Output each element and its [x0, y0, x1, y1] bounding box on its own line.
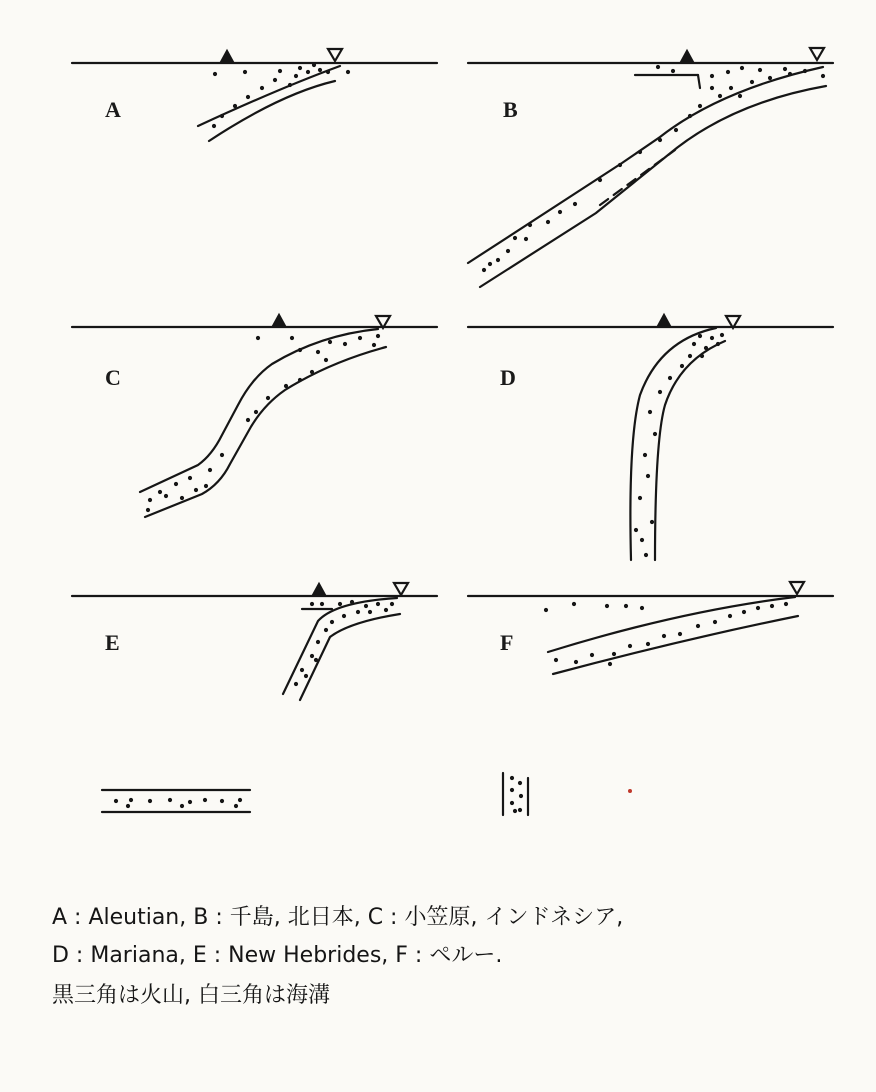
stipple-dot: [203, 798, 207, 802]
stipple-dot: [680, 364, 684, 368]
stipple-dot: [692, 342, 696, 346]
stipple-dot: [650, 520, 654, 524]
stipple-dot: [653, 432, 657, 436]
legend: [102, 773, 632, 815]
stipple-dot: [482, 268, 486, 272]
stipple-dot: [298, 378, 302, 382]
slab-lower-edge: [145, 347, 386, 517]
stipple-dot: [212, 124, 216, 128]
stipple-dot: [330, 620, 334, 624]
stipple-dot: [643, 453, 647, 457]
stipple-dot: [608, 662, 612, 666]
stipple-dot: [671, 69, 675, 73]
stipple-dot: [634, 528, 638, 532]
stipple-dot: [638, 150, 642, 154]
stipple-dot: [310, 602, 314, 606]
stipple-dot: [573, 202, 577, 206]
stipple-dot: [376, 602, 380, 606]
stipple-dot: [246, 95, 250, 99]
panel-e: [72, 583, 437, 700]
stipple-dot: [513, 236, 517, 240]
stipple-dot: [213, 72, 217, 76]
caption-line-1: A : Aleutian, B : 千島, 北日本, C : 小笠原, インドネシア,: [52, 905, 624, 930]
slab-upper-edge: [198, 66, 340, 126]
stipple-dot: [510, 801, 514, 805]
stipple-dot: [688, 114, 692, 118]
stipple-dot: [698, 334, 702, 338]
stipple-dot: [758, 68, 762, 72]
stipple-dot: [129, 798, 133, 802]
stipple-dot: [146, 508, 150, 512]
stipple-dot: [546, 220, 550, 224]
stipple-dot: [266, 396, 270, 400]
slab-upper-edge: [283, 598, 397, 694]
stipple-dot: [518, 808, 522, 812]
stipple-dot: [640, 606, 644, 610]
stipple-dot: [328, 340, 332, 344]
stipple-dot: [174, 482, 178, 486]
stipple-dot: [728, 614, 732, 618]
stipple-dot: [628, 644, 632, 648]
volcano-icon: [658, 315, 670, 326]
panel-label-f: F: [500, 630, 514, 655]
trench-icon: [394, 583, 408, 595]
stipple-dot: [700, 354, 704, 358]
panel-label-e: E: [105, 630, 120, 655]
stipple-dot: [306, 70, 310, 74]
stipple-dot: [803, 69, 807, 73]
stipple-dot: [506, 249, 510, 253]
crust-step-drop: [698, 75, 700, 88]
stipple-dot: [698, 104, 702, 108]
stipple-dot: [658, 138, 662, 142]
stipple-dot: [158, 490, 162, 494]
stipple-dot: [220, 114, 224, 118]
stipple-dot: [528, 223, 532, 227]
stipple-dot: [742, 610, 746, 614]
stipple-dot: [674, 128, 678, 132]
stipple-dot: [246, 418, 250, 422]
stipple-dot: [316, 350, 320, 354]
stipple-dot: [350, 600, 354, 604]
stipple-dot: [390, 602, 394, 606]
stipple-dot: [678, 632, 682, 636]
stipple-dot: [590, 653, 594, 657]
stipple-dot: [273, 78, 277, 82]
stipple-dot: [346, 70, 350, 74]
slab-upper-edge: [140, 329, 378, 492]
trench-icon: [328, 49, 342, 61]
stipple-dot: [638, 496, 642, 500]
stipple-dot: [770, 604, 774, 608]
stipple-dot: [558, 210, 562, 214]
stipple-dot: [284, 384, 288, 388]
stipple-dot: [338, 602, 342, 606]
stipple-dot: [704, 346, 708, 350]
stipple-dot: [612, 652, 616, 656]
stipple-dot: [644, 553, 648, 557]
stipple-dot: [784, 602, 788, 606]
stipple-dot: [726, 70, 730, 74]
slab-lower-edge: [655, 341, 725, 560]
stipple-dot: [318, 68, 322, 72]
panel-label-a: A: [105, 97, 121, 122]
stipple-dot: [188, 476, 192, 480]
volcano-icon: [221, 51, 233, 62]
stipple-dot: [496, 258, 500, 262]
stipple-dot: [788, 72, 792, 76]
stipple-dot: [168, 798, 172, 802]
stipple-dot: [220, 453, 224, 457]
caption-line-3: 黒三角は火山, 白三角は海溝: [52, 983, 330, 1008]
stipple-dot: [358, 336, 362, 340]
stipple-dot: [326, 70, 330, 74]
slab-dots: [544, 602, 788, 666]
stipple-dot: [598, 178, 602, 182]
stipple-dot: [256, 336, 260, 340]
stipple-dot: [148, 799, 152, 803]
panel-label-c: C: [105, 365, 121, 390]
caption-line-2: D : Mariana, E : New Hebrides, F : ペルー.: [52, 943, 503, 968]
stipple-dot: [605, 604, 609, 608]
trench-icon: [790, 582, 804, 594]
stipple-dot: [640, 538, 644, 542]
panel-d: [468, 315, 833, 560]
legend-column-dots: [510, 776, 523, 813]
stipple-dot: [342, 614, 346, 618]
stipple-dot: [783, 67, 787, 71]
stipple-dot: [554, 658, 558, 662]
stipple-dot: [574, 660, 578, 664]
stipple-dot: [716, 342, 720, 346]
stipple-dot: [656, 65, 660, 69]
stipple-dot: [324, 358, 328, 362]
stipple-dot: [518, 781, 522, 785]
stipple-dot: [233, 104, 237, 108]
stipple-dot: [488, 262, 492, 266]
stipple-dot: [368, 610, 372, 614]
slab-dots: [294, 600, 394, 686]
stipple-dot: [572, 602, 576, 606]
stipple-dot: [290, 336, 294, 340]
stipple-dot: [696, 624, 700, 628]
stipple-dot: [729, 86, 733, 90]
stipple-dot: [304, 674, 308, 678]
legend-slab-dots: [114, 798, 242, 808]
stipple-dot: [126, 804, 130, 808]
stipple-dot: [756, 606, 760, 610]
stipple-dot: [324, 628, 328, 632]
stipple-dot: [310, 654, 314, 658]
stipple-dot: [320, 602, 324, 606]
stipple-dot: [618, 163, 622, 167]
stipple-dot: [713, 620, 717, 624]
stipple-dot: [750, 80, 754, 84]
slab-dots: [482, 65, 825, 272]
stipple-dot: [646, 642, 650, 646]
stipple-dot: [356, 610, 360, 614]
stipple-dot: [298, 348, 302, 352]
stipple-dot: [544, 608, 548, 612]
stipple-dot: [513, 809, 517, 813]
volcano-icon: [313, 584, 325, 595]
stipple-dot: [718, 94, 722, 98]
stipple-dot: [648, 410, 652, 414]
stipple-dot: [738, 94, 742, 98]
stipple-dot: [310, 370, 314, 374]
stipple-dot: [314, 658, 318, 662]
stipple-dot: [510, 776, 514, 780]
stipple-dot: [646, 474, 650, 478]
stipple-dot: [288, 83, 292, 87]
panel-label-b: B: [503, 97, 518, 122]
stipple-dot: [316, 640, 320, 644]
panel-b: [468, 48, 833, 287]
stipple-dot: [519, 794, 523, 798]
stipple-dot: [114, 799, 118, 803]
stipple-dot: [364, 604, 368, 608]
volcano-icon: [681, 51, 693, 62]
stray-red-mark: [628, 789, 632, 793]
stipple-dot: [720, 333, 724, 337]
stipple-dot: [510, 788, 514, 792]
stipple-dot: [710, 336, 714, 340]
slab-dots: [634, 333, 724, 557]
panel-c: [72, 315, 437, 517]
stipple-dot: [768, 76, 772, 80]
trench-icon: [810, 48, 824, 60]
stipple-dot: [238, 798, 242, 802]
slab-lower-edge: [209, 81, 335, 141]
stipple-dot: [260, 86, 264, 90]
stipple-dot: [384, 608, 388, 612]
panel-f: [468, 582, 833, 674]
stipple-dot: [662, 634, 666, 638]
stipple-dot: [688, 354, 692, 358]
stipple-dot: [148, 498, 152, 502]
stipple-dot: [300, 668, 304, 672]
stipple-dot: [234, 804, 238, 808]
stipple-dot: [278, 69, 282, 73]
stipple-dot: [220, 799, 224, 803]
stipple-dot: [740, 66, 744, 70]
panel-a: [72, 49, 437, 141]
slab-upper-edge: [630, 328, 716, 560]
stipple-dot: [524, 237, 528, 241]
stipple-dot: [624, 604, 628, 608]
slab-dots: [212, 63, 350, 128]
stipple-dot: [208, 468, 212, 472]
slab-upper-edge: [468, 67, 823, 263]
stipple-dot: [194, 488, 198, 492]
stipple-dot: [376, 334, 380, 338]
volcano-icon: [273, 315, 285, 326]
stipple-dot: [343, 342, 347, 346]
stipple-dot: [294, 682, 298, 686]
stipple-dot: [710, 86, 714, 90]
stipple-dot: [658, 390, 662, 394]
stipple-dot: [180, 496, 184, 500]
slab-gap-dashes: [600, 150, 675, 205]
stipple-dot: [180, 804, 184, 808]
stipple-dot: [298, 66, 302, 70]
stipple-dot: [254, 410, 258, 414]
stipple-dot: [204, 484, 208, 488]
slab-lower-edge: [480, 86, 826, 287]
slab-lower-edge: [553, 616, 798, 674]
stipple-dot: [294, 74, 298, 78]
panel-label-d: D: [500, 365, 516, 390]
stipple-dot: [821, 74, 825, 78]
stipple-dot: [372, 343, 376, 347]
stipple-dot: [188, 800, 192, 804]
stipple-dot: [243, 70, 247, 74]
stipple-dot: [164, 494, 168, 498]
stipple-dot: [710, 74, 714, 78]
stipple-dot: [668, 376, 672, 380]
stipple-dot: [312, 63, 316, 67]
